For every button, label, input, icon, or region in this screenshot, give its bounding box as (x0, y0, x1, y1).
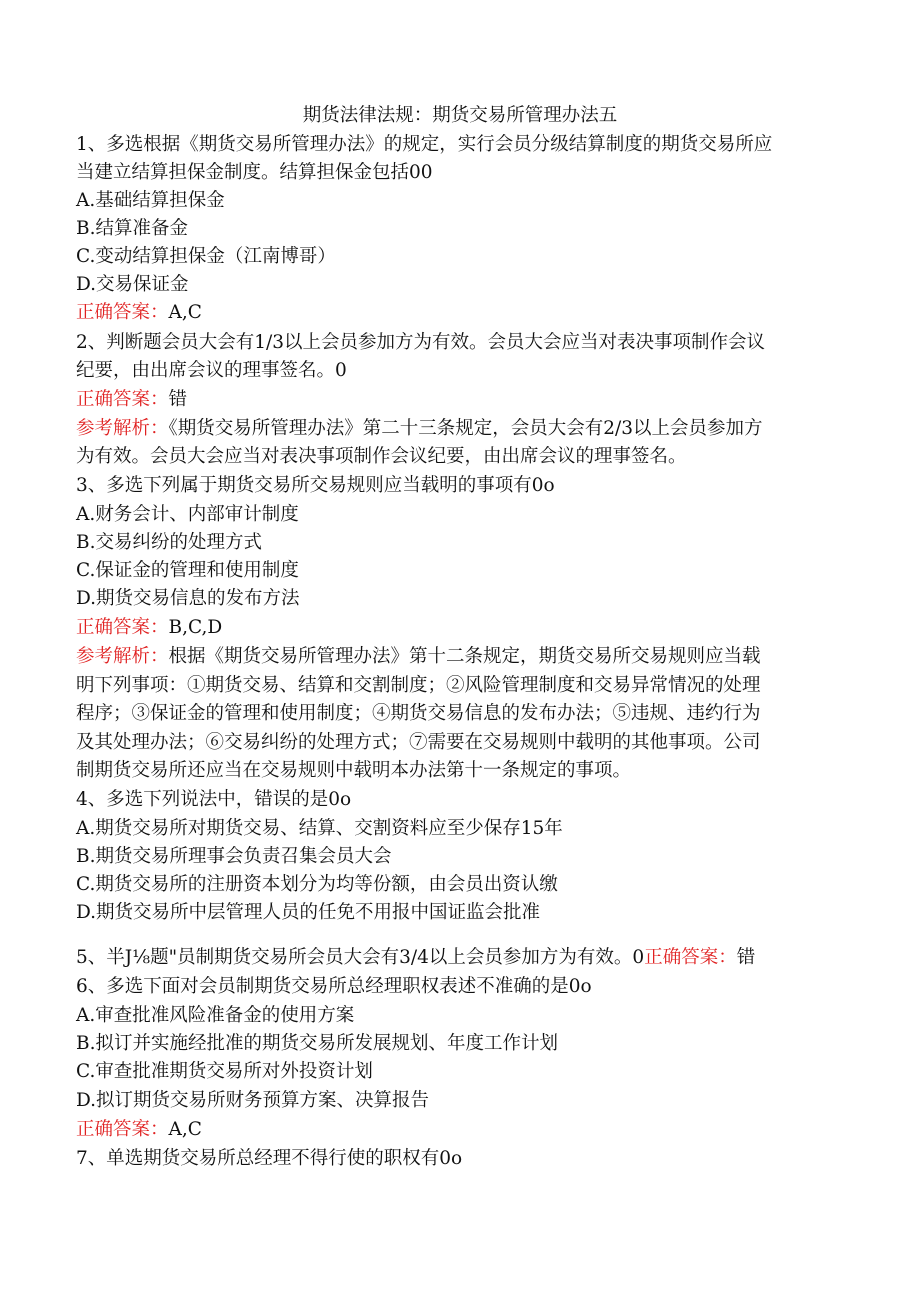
answer-label: 正确答案： (76, 617, 169, 638)
question-2-text-cont: 纪要，由出席会议的理事签名。0 (76, 360, 347, 381)
answer-value: B,C,D (168, 617, 223, 638)
question-1-text-cont: 当建立结算担保金制度。结算担保金包括00 (76, 162, 433, 183)
question-3-option-b: B.交易纠纷的处理方式 (76, 532, 262, 553)
question-1-text: 1、多选根据《期货交易所管理办法》的规定，实行会员分级结算制度的期货交易所应 (76, 134, 773, 155)
question-3-analysis-cont: 制期货交易所还应当在交易规则中载明本办法第十一条规定的事项。 (76, 760, 632, 781)
question-6-option-d: D.拟订期货交易所财务预算方案、决算报告 (76, 1090, 430, 1111)
answer-label: 正确答案： (644, 947, 737, 968)
question-3-option-c: C.保证金的管理和使用制度 (76, 560, 299, 581)
question-4-option-d: D.期货交易所中层管理人员的任免不用报中国证监会批准 (76, 902, 541, 923)
answer-value: 错 (168, 389, 188, 410)
question-3-text: 3、多选下列属于期货交易所交易规则应当载明的事项有0o (76, 475, 555, 496)
question-6-answer (76, 1116, 202, 1144)
question-3-analysis-cont: 程序；③保证金的管理和使用制度；④期货交易信息的发布办法；⑤违规、违约行为 (76, 703, 761, 724)
question-1-answer (76, 299, 202, 327)
question-6-option-a: A.审查批准风险准备金的使用方案 (76, 1005, 355, 1026)
question-1-option-b: B.结算准备金 (76, 218, 188, 239)
page-title: 期货法律法规：期货交易所管理办法五 (302, 105, 618, 126)
question-4-option-c: C.期货交易所的注册资本划分为均等份额，由会员出资认缴 (76, 874, 558, 895)
question-2-text: 2、判断题会员大会有1/3以上会员参加方为有效。会员大会应当对表决事项制作会议 (76, 332, 766, 353)
question-5-body: 5、半J⅛题"员制期货交易所会员大会有3/4以上会员参加方为有效。0 (76, 947, 645, 968)
question-4-text: 4、多选下列说法中，错误的是0o (76, 789, 352, 810)
question-2-answer (76, 386, 187, 414)
analysis-text: 根据《期货交易所管理办法》第十二条规定，期货交易所交易规则应当载 (168, 646, 761, 667)
question-3-answer (76, 614, 222, 642)
analysis-label: 参考解析： (76, 418, 169, 439)
question-2-analysis-cont: 为有效。会员大会应当对表决事项制作会议纪要，由出席会议的理事签名。 (76, 446, 687, 467)
answer-label: 正确答案： (76, 389, 169, 410)
question-3-analysis-cont: 及其处理办法；⑥交易纠纷的处理方式；⑦需要在交易规则中载明的其他事项。公司 (76, 732, 761, 753)
question-6-option-b: B.拟订并实施经批准的期货交易所发展规划、年度工作计划 (76, 1033, 558, 1054)
question-2-analysis (76, 415, 763, 443)
question-3-option-a: A.财务会计、内部审计制度 (76, 504, 299, 525)
answer-label: 正确答案： (76, 302, 169, 323)
answer-label: 正确答案： (76, 1119, 169, 1140)
question-5-text (76, 944, 755, 972)
answer-value: A,C (168, 1119, 202, 1140)
answer-value: 错 (736, 947, 756, 968)
question-6-text: 6、多选下面对会员制期货交易所总经理职权表述不准确的是0o (76, 976, 592, 997)
question-1-option-a: A.基础结算担保金 (76, 190, 225, 211)
question-1-option-d: D.交易保证金 (76, 274, 189, 295)
analysis-text: 《期货交易所管理办法》第二十三条规定，会员大会有2/3以上会员参加方 (168, 418, 763, 439)
question-3-analysis (76, 643, 761, 671)
question-6-option-c: C.审查批准期货交易所对外投资计划 (76, 1061, 373, 1082)
answer-value: A,C (168, 302, 202, 323)
question-3-option-d: D.期货交易信息的发布方法 (76, 588, 300, 609)
question-4-option-a: A.期货交易所对期货交易、结算、交割资料应至少保存15年 (76, 818, 563, 839)
question-7-text: 7、单选期货交易所总经理不得行使的职权有0o (76, 1148, 463, 1169)
question-1-option-c: C.变动结算担保金（江南博哥） (76, 246, 336, 267)
question-4-option-b: B.期货交易所理事会负责召集会员大会 (76, 846, 392, 867)
analysis-label: 参考解析： (76, 646, 169, 667)
question-3-analysis-cont: 明下列事项：①期货交易、结算和交割制度；②风险管理制度和交易异常情况的处理 (76, 675, 761, 696)
